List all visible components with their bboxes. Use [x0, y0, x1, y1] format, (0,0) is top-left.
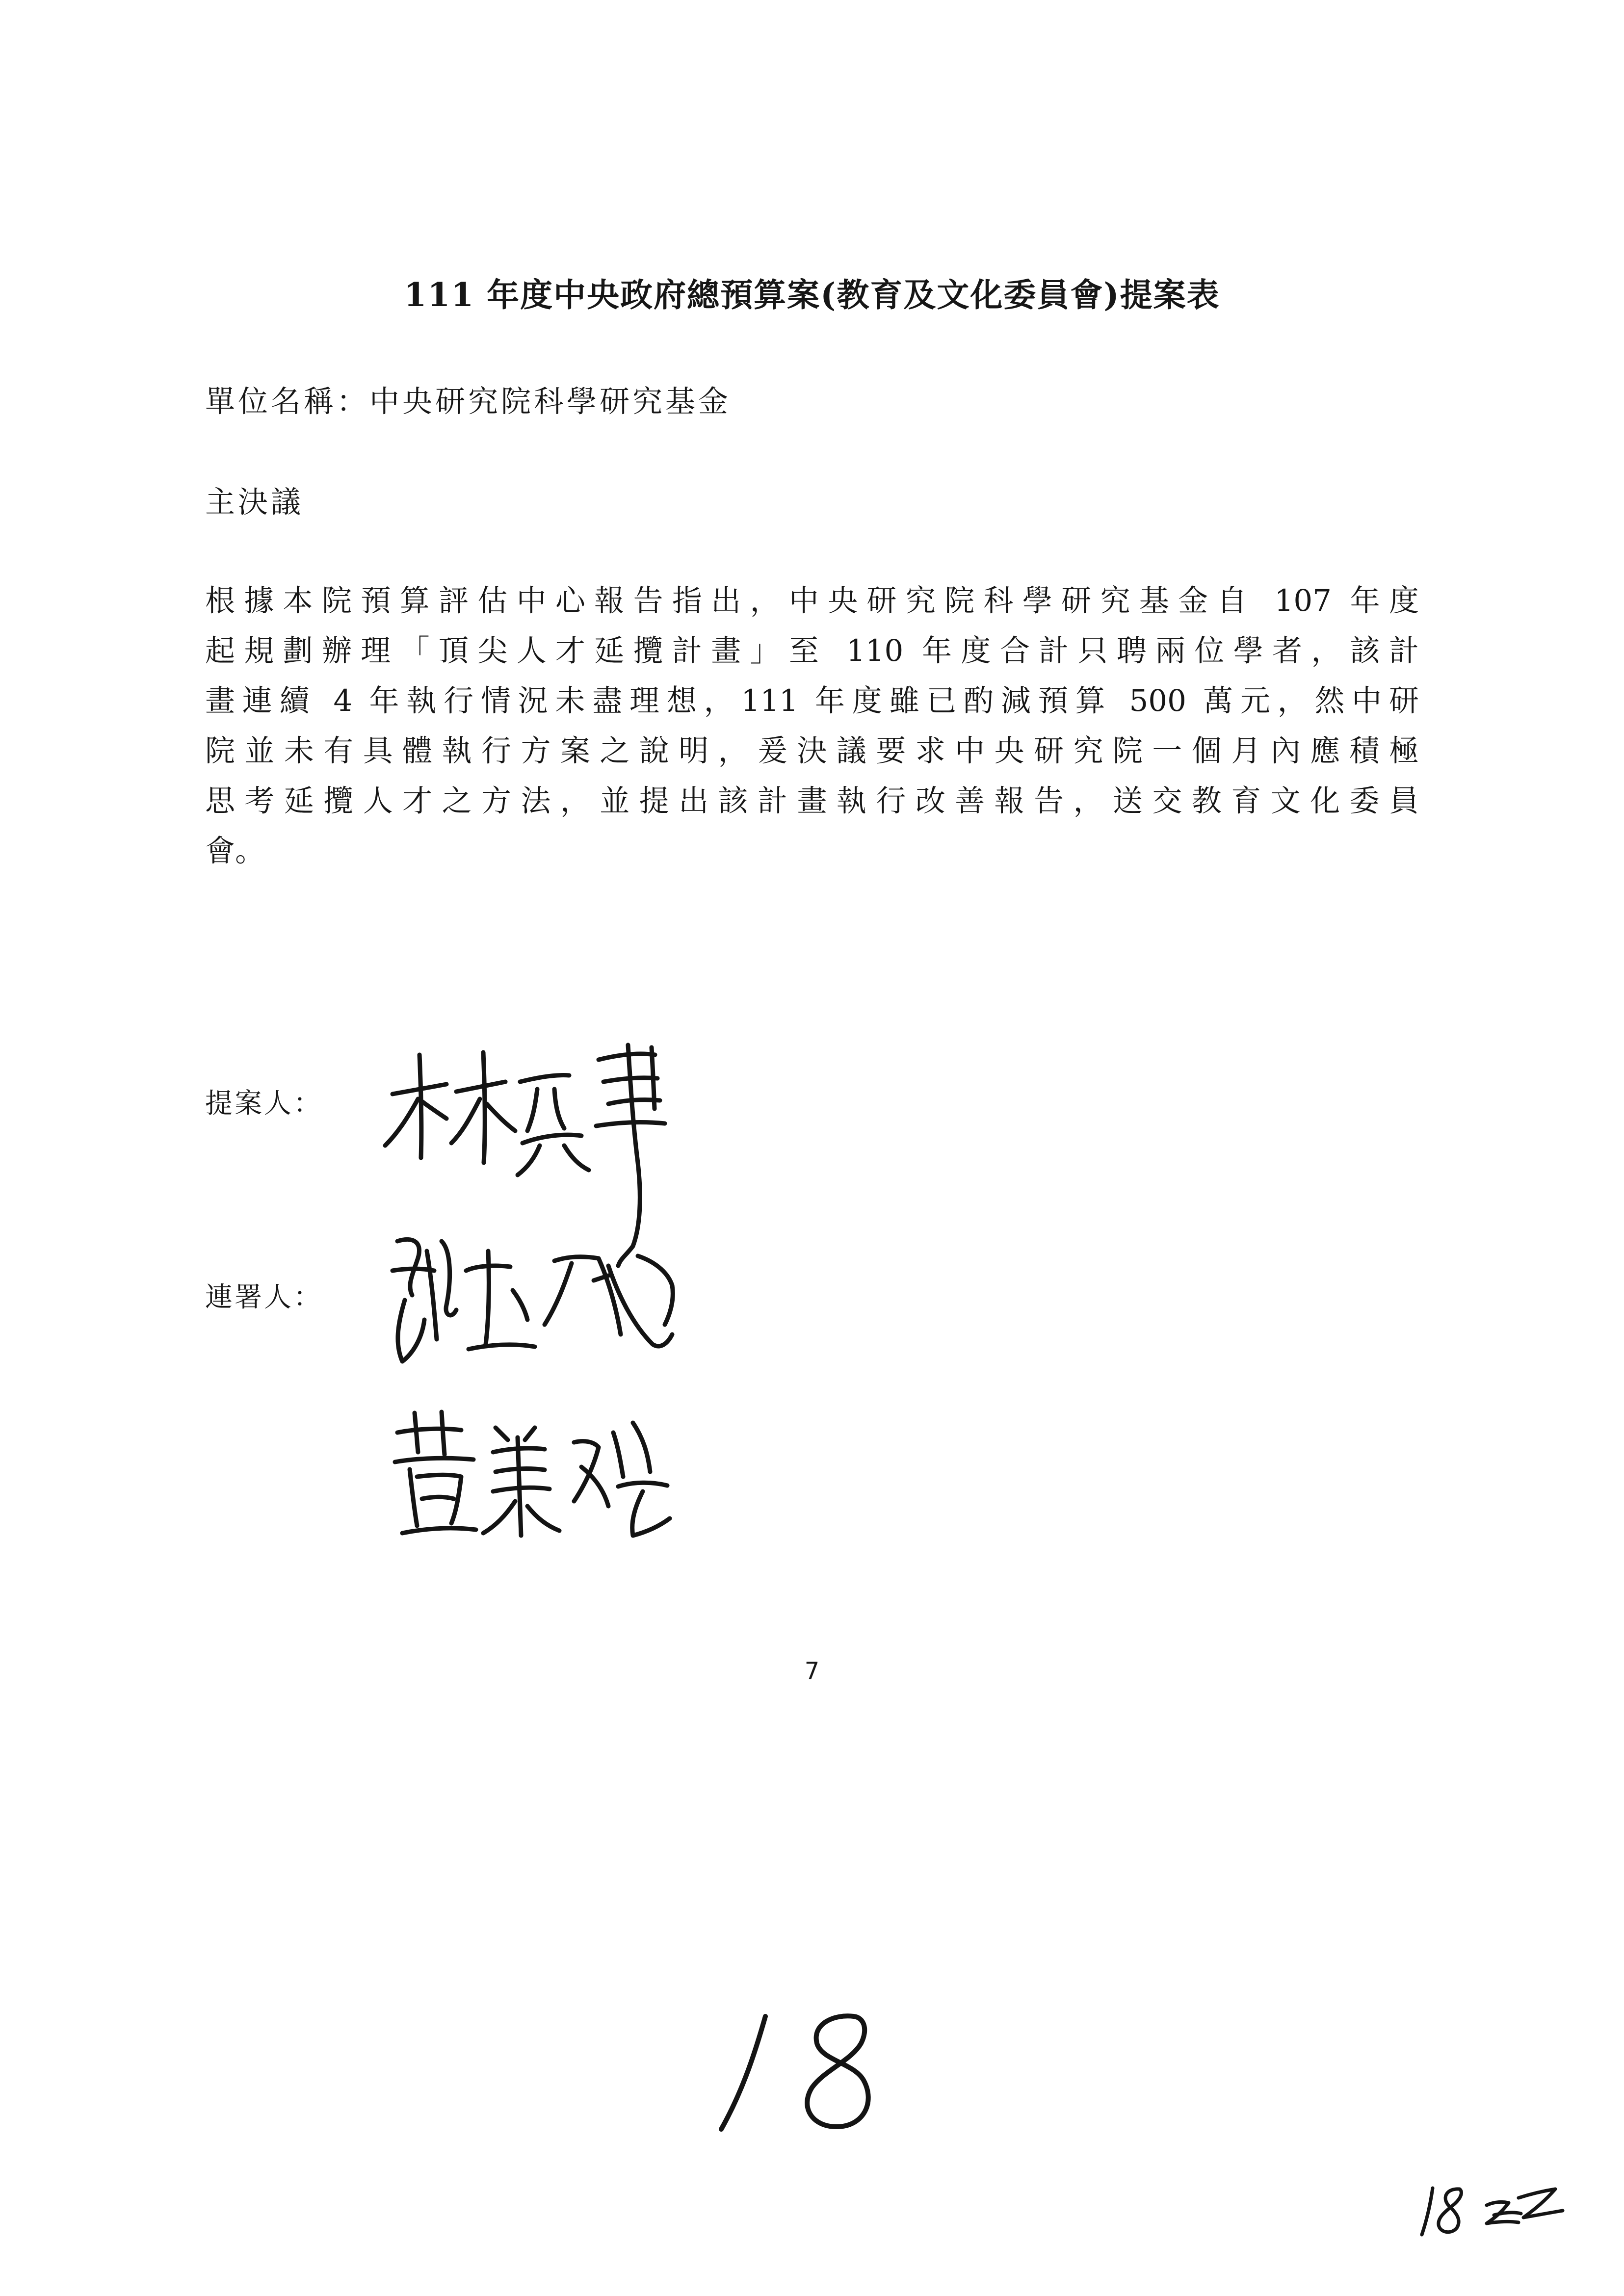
body-line: 根據本院預算評估中心報告指出，中央研究院科學研究基金自 107 年度	[205, 583, 1419, 618]
page-number: 7	[804, 1657, 820, 1685]
cosigner-label: 連署人：	[205, 1281, 323, 1313]
body-line: 會。	[205, 834, 265, 868]
body-line: 院並未有具體執行方案之說明，爰決議要求中央研究院一個月內應積極	[205, 733, 1419, 768]
handwritten-page-mark	[707, 1997, 913, 2144]
document-title: 111 年度中央政府總預算案(教育及文化委員會)提案表	[404, 276, 1220, 314]
cosigner-signature-1	[378, 1222, 731, 1379]
proposer-label: 提案人：	[205, 1088, 323, 1120]
body-line: 畫連續 4 年執行情況未盡理想，111 年度雖已酌減預算 500 萬元，然中研	[205, 683, 1419, 718]
resolution-heading: 主決議	[205, 485, 304, 520]
unit-name: 單位名稱：中央研究院科學研究基金	[205, 384, 732, 419]
body-line: 思考延攬人才之方法，並提出該計畫執行改善報告，送交教育文化委員	[205, 783, 1419, 818]
cosigner-signature-2	[388, 1403, 702, 1550]
small-handwritten-mark	[1413, 2178, 1570, 2242]
body-line: 起規劃辦理「頂尖人才延攬計畫」至 110 年度合計只聘兩位學者，該計	[205, 633, 1419, 668]
